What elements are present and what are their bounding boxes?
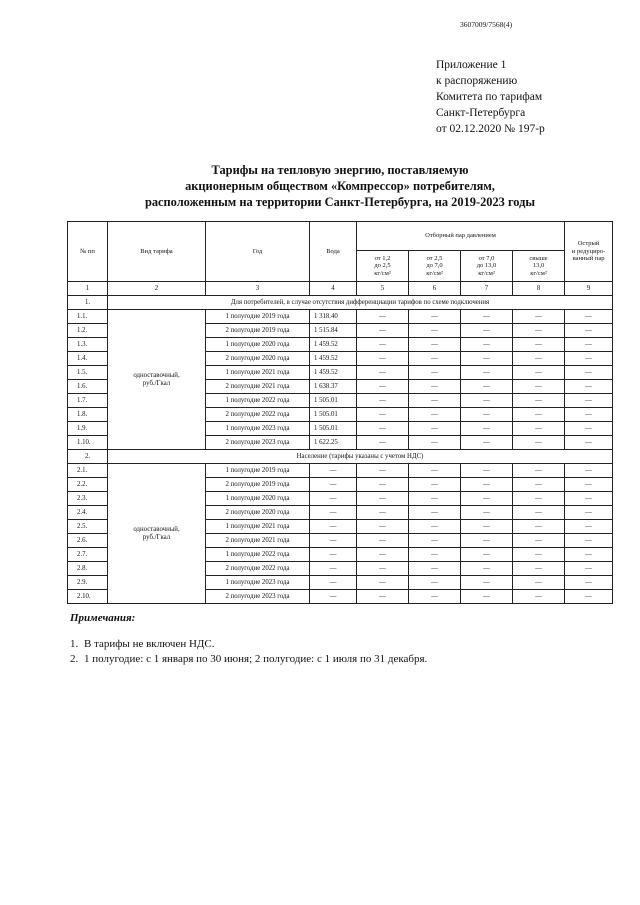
row-number: 1.4.: [68, 352, 108, 366]
dash-cell: —: [409, 324, 461, 338]
dash-cell: —: [357, 562, 409, 576]
title-line: акционерным обществом «Компрессор» потребителям,: [185, 179, 495, 193]
dash-cell: —: [565, 422, 613, 436]
dash-cell: —: [461, 492, 513, 506]
header-line: кг/см²: [478, 269, 495, 277]
row-number: 2.10.: [68, 590, 108, 604]
document-number: 3607009/7568(4): [460, 20, 513, 29]
document-title: [60, 162, 620, 210]
water-value-cell: 1 515.84: [310, 324, 357, 338]
period-cell: 2 полугодие 2019 года: [206, 324, 310, 338]
appendix-line: Санкт-Петербурга: [436, 107, 526, 119]
header-line: до 7,0: [426, 262, 443, 270]
dash-cell: —: [409, 548, 461, 562]
header-sharp-steam: [565, 222, 613, 282]
note-item: [70, 652, 427, 667]
dash-cell: —: [565, 380, 613, 394]
dash-cell: —: [565, 478, 613, 492]
row-number: 1.10.: [68, 436, 108, 450]
water-value-cell: 1 622.25: [310, 436, 357, 450]
dash-cell: —: [513, 394, 565, 408]
dash-cell: —: [565, 324, 613, 338]
period-cell: 1 полугодие 2023 года: [206, 422, 310, 436]
row-number: 1.7.: [68, 394, 108, 408]
period-cell: 2 полугодие 2023 года: [206, 590, 310, 604]
row-number: 1.2.: [68, 324, 108, 338]
dash-cell: —: [409, 436, 461, 450]
header-line: от 1,2: [374, 254, 391, 262]
water-value-cell: 1 318.40: [310, 310, 357, 324]
appendix-line: Комитета по тарифам: [436, 91, 543, 103]
tariff-type-cell: [108, 464, 206, 604]
dash-cell: —: [357, 422, 409, 436]
appendix-line: Приложение 1: [436, 59, 507, 71]
row-number: 2.9.: [68, 576, 108, 590]
dash-cell: —: [461, 338, 513, 352]
dash-cell: —: [409, 492, 461, 506]
column-number-cell: 2: [108, 282, 206, 296]
period-cell: 1 полугодие 2020 года: [206, 492, 310, 506]
period-cell: 1 полугодие 2019 года: [206, 464, 310, 478]
dash-cell: —: [513, 422, 565, 436]
water-value-cell: —: [310, 562, 357, 576]
dash-cell: —: [565, 338, 613, 352]
row-number: 2.5.: [68, 520, 108, 534]
dash-cell: —: [357, 478, 409, 492]
dash-cell: —: [565, 394, 613, 408]
period-cell: 2 полугодие 2023 года: [206, 436, 310, 450]
dash-cell: —: [461, 520, 513, 534]
dash-cell: —: [357, 324, 409, 338]
period-cell: 1 полугодие 2020 года: [206, 338, 310, 352]
tariff-type-cell: [108, 310, 206, 450]
dash-cell: —: [565, 562, 613, 576]
dash-cell: —: [409, 534, 461, 548]
water-value-cell: 1 459.52: [310, 352, 357, 366]
dash-cell: —: [461, 422, 513, 436]
dash-cell: —: [565, 506, 613, 520]
period-cell: 2 полугодие 2021 года: [206, 534, 310, 548]
dash-cell: —: [357, 576, 409, 590]
header-line: 13,0: [532, 262, 545, 270]
section-title: Для потребителей, в случае отсутствия дифференциации тарифов по схеме подключения: [108, 296, 613, 310]
dash-cell: —: [513, 310, 565, 324]
period-cell: 1 полугодие 2022 года: [206, 548, 310, 562]
row-number: 2.7.: [68, 548, 108, 562]
column-number-cell: 5: [357, 282, 409, 296]
header-steam-2: [409, 251, 461, 282]
dash-cell: —: [409, 380, 461, 394]
dash-cell: —: [357, 310, 409, 324]
header-steam-1: [357, 251, 409, 282]
dash-cell: —: [461, 310, 513, 324]
dash-cell: —: [513, 464, 565, 478]
water-value-cell: 1 459.52: [310, 338, 357, 352]
dash-cell: —: [565, 366, 613, 380]
tariff-type-line: одноставочный,: [133, 371, 180, 379]
note-number: 1.: [70, 638, 79, 650]
dash-cell: —: [513, 562, 565, 576]
column-number-cell: 9: [565, 282, 613, 296]
dash-cell: —: [409, 562, 461, 576]
water-value-cell: 1 505.01: [310, 408, 357, 422]
section-number: 2.: [68, 450, 108, 464]
dash-cell: —: [357, 408, 409, 422]
header-num: № пп: [68, 222, 108, 282]
dash-cell: —: [513, 534, 565, 548]
table-row: [68, 310, 613, 324]
tariff-table: [67, 221, 613, 604]
water-value-cell: —: [310, 478, 357, 492]
notes-title: Примечания:: [70, 612, 136, 624]
header-line: Острый: [577, 240, 600, 248]
dash-cell: —: [409, 394, 461, 408]
dash-cell: —: [565, 352, 613, 366]
dash-cell: —: [461, 562, 513, 576]
header-line: ванный пар: [572, 255, 605, 263]
column-number-cell: 6: [409, 282, 461, 296]
row-number: 1.6.: [68, 380, 108, 394]
dash-cell: —: [461, 408, 513, 422]
dash-cell: —: [565, 310, 613, 324]
period-cell: 1 полугодие 2023 года: [206, 576, 310, 590]
row-number: 2.6.: [68, 534, 108, 548]
appendix-line: от 02.12.2020 № 197-р: [436, 123, 545, 135]
row-number: 2.3.: [68, 492, 108, 506]
period-cell: 2 полугодие 2022 года: [206, 562, 310, 576]
dash-cell: —: [409, 366, 461, 380]
note-text: 1 полугодие: с 1 января по 30 июня; 2 полугодие: с 1 июля по 31 декабря.: [84, 653, 428, 665]
water-value-cell: —: [310, 590, 357, 604]
period-cell: 2 полугодие 2019 года: [206, 478, 310, 492]
header-line: свыше: [529, 254, 548, 262]
header-tariff-type: Вид тарифа: [108, 222, 206, 282]
dash-cell: —: [513, 520, 565, 534]
row-number: 1.5.: [68, 366, 108, 380]
dash-cell: —: [461, 576, 513, 590]
water-value-cell: —: [310, 534, 357, 548]
header-steam-4: [513, 251, 565, 282]
notes-block: [70, 612, 427, 667]
water-value-cell: —: [310, 492, 357, 506]
row-number: 1.1.: [68, 310, 108, 324]
dash-cell: —: [357, 380, 409, 394]
dash-cell: —: [357, 352, 409, 366]
column-number-cell: 7: [461, 282, 513, 296]
water-value-cell: —: [310, 548, 357, 562]
dash-cell: —: [513, 338, 565, 352]
row-number: 2.2.: [68, 478, 108, 492]
water-value-cell: —: [310, 506, 357, 520]
dash-cell: —: [409, 464, 461, 478]
column-number-row: [68, 282, 613, 296]
header-year: Год: [206, 222, 310, 282]
appendix-line: к распоряжению: [436, 75, 518, 87]
dash-cell: —: [565, 492, 613, 506]
dash-cell: —: [409, 506, 461, 520]
dash-cell: —: [461, 506, 513, 520]
water-value-cell: —: [310, 576, 357, 590]
dash-cell: —: [513, 352, 565, 366]
period-cell: 2 полугодие 2022 года: [206, 408, 310, 422]
dash-cell: —: [565, 464, 613, 478]
dash-cell: —: [357, 338, 409, 352]
header-row: [68, 222, 613, 251]
row-number: 2.4.: [68, 506, 108, 520]
section-title: Население (тарифы указаны с учетом НДС): [108, 450, 613, 464]
dash-cell: —: [357, 394, 409, 408]
header-line: от 2,5: [426, 254, 443, 262]
dash-cell: —: [513, 492, 565, 506]
water-value-cell: —: [310, 464, 357, 478]
header-line: до 2,5: [374, 262, 391, 270]
dash-cell: —: [461, 534, 513, 548]
dash-cell: —: [513, 506, 565, 520]
dash-cell: —: [357, 548, 409, 562]
dash-cell: —: [461, 436, 513, 450]
column-number-cell: 8: [513, 282, 565, 296]
row-number: 1.9.: [68, 422, 108, 436]
dash-cell: —: [461, 548, 513, 562]
dash-cell: —: [565, 436, 613, 450]
dash-cell: —: [357, 534, 409, 548]
header-water: Вода: [310, 222, 357, 282]
dash-cell: —: [461, 324, 513, 338]
dash-cell: —: [409, 408, 461, 422]
water-value-cell: 1 459.52: [310, 366, 357, 380]
row-number: 1.3.: [68, 338, 108, 352]
note-number: 2.: [70, 653, 79, 665]
header-line: до 13,0: [476, 262, 497, 270]
appendix-block: [436, 57, 545, 137]
table-row: [68, 464, 613, 478]
dash-cell: —: [409, 338, 461, 352]
period-cell: 2 полугодие 2020 года: [206, 506, 310, 520]
dash-cell: —: [409, 576, 461, 590]
dash-cell: —: [513, 590, 565, 604]
dash-cell: —: [357, 436, 409, 450]
dash-cell: —: [513, 436, 565, 450]
dash-cell: —: [565, 408, 613, 422]
dash-cell: —: [409, 352, 461, 366]
tariff-type-line: одноставочный,: [133, 525, 180, 533]
period-cell: 1 полугодие 2019 года: [206, 310, 310, 324]
water-value-cell: 1 505.01: [310, 422, 357, 436]
dash-cell: —: [409, 422, 461, 436]
dash-cell: —: [461, 464, 513, 478]
dash-cell: —: [357, 520, 409, 534]
dash-cell: —: [461, 478, 513, 492]
period-cell: 1 полугодие 2022 года: [206, 394, 310, 408]
note-item: [70, 637, 427, 652]
dash-cell: —: [409, 310, 461, 324]
dash-cell: —: [513, 366, 565, 380]
dash-cell: —: [513, 324, 565, 338]
dash-cell: —: [565, 534, 613, 548]
period-cell: 1 полугодие 2021 года: [206, 520, 310, 534]
water-value-cell: 1 638.37: [310, 380, 357, 394]
note-text: В тарифы не включен НДС.: [84, 638, 215, 650]
dash-cell: —: [565, 548, 613, 562]
dash-cell: —: [461, 380, 513, 394]
dash-cell: —: [409, 520, 461, 534]
header-line: и редуциро-: [571, 247, 606, 255]
section-row: [68, 296, 613, 310]
dash-cell: —: [513, 576, 565, 590]
header-line: кг/см²: [374, 269, 391, 277]
dash-cell: —: [409, 478, 461, 492]
water-value-cell: 1 505.01: [310, 394, 357, 408]
period-cell: 2 полугодие 2020 года: [206, 352, 310, 366]
dash-cell: —: [565, 576, 613, 590]
tariff-type-line: руб./Гкал: [142, 379, 171, 387]
title-line: расположенным на территории Санкт-Петербурга, на 2019-2023 годы: [144, 195, 536, 209]
dash-cell: —: [513, 548, 565, 562]
header-line: кг/см²: [530, 269, 547, 277]
dash-cell: —: [357, 366, 409, 380]
dash-cell: —: [513, 408, 565, 422]
dash-cell: —: [357, 464, 409, 478]
dash-cell: —: [461, 366, 513, 380]
period-cell: 2 полугодие 2021 года: [206, 380, 310, 394]
row-number: 1.8.: [68, 408, 108, 422]
dash-cell: —: [357, 590, 409, 604]
header-steam-3: [461, 251, 513, 282]
water-value-cell: —: [310, 520, 357, 534]
tariff-table-body: [68, 222, 613, 604]
row-number: 2.1.: [68, 464, 108, 478]
section-row: [68, 450, 613, 464]
column-number-cell: 3: [206, 282, 310, 296]
dash-cell: —: [357, 506, 409, 520]
tariff-type-line: руб./Гкал: [142, 533, 171, 541]
dash-cell: —: [513, 478, 565, 492]
dash-cell: —: [461, 590, 513, 604]
header-line: от 7,0: [478, 254, 495, 262]
header-steam-group: Отборный пар давлением: [357, 222, 565, 251]
dash-cell: —: [565, 590, 613, 604]
dash-cell: —: [565, 520, 613, 534]
dash-cell: —: [461, 352, 513, 366]
column-number-cell: 1: [68, 282, 108, 296]
dash-cell: —: [461, 394, 513, 408]
title-line: Тарифы на тепловую энергию, поставляемую: [211, 163, 469, 177]
section-number: 1.: [68, 296, 108, 310]
header-line: кг/см²: [426, 269, 443, 277]
dash-cell: —: [409, 590, 461, 604]
row-number: 2.8.: [68, 562, 108, 576]
period-cell: 1 полугодие 2021 года: [206, 366, 310, 380]
column-number-cell: 4: [310, 282, 357, 296]
dash-cell: —: [513, 380, 565, 394]
dash-cell: —: [357, 492, 409, 506]
